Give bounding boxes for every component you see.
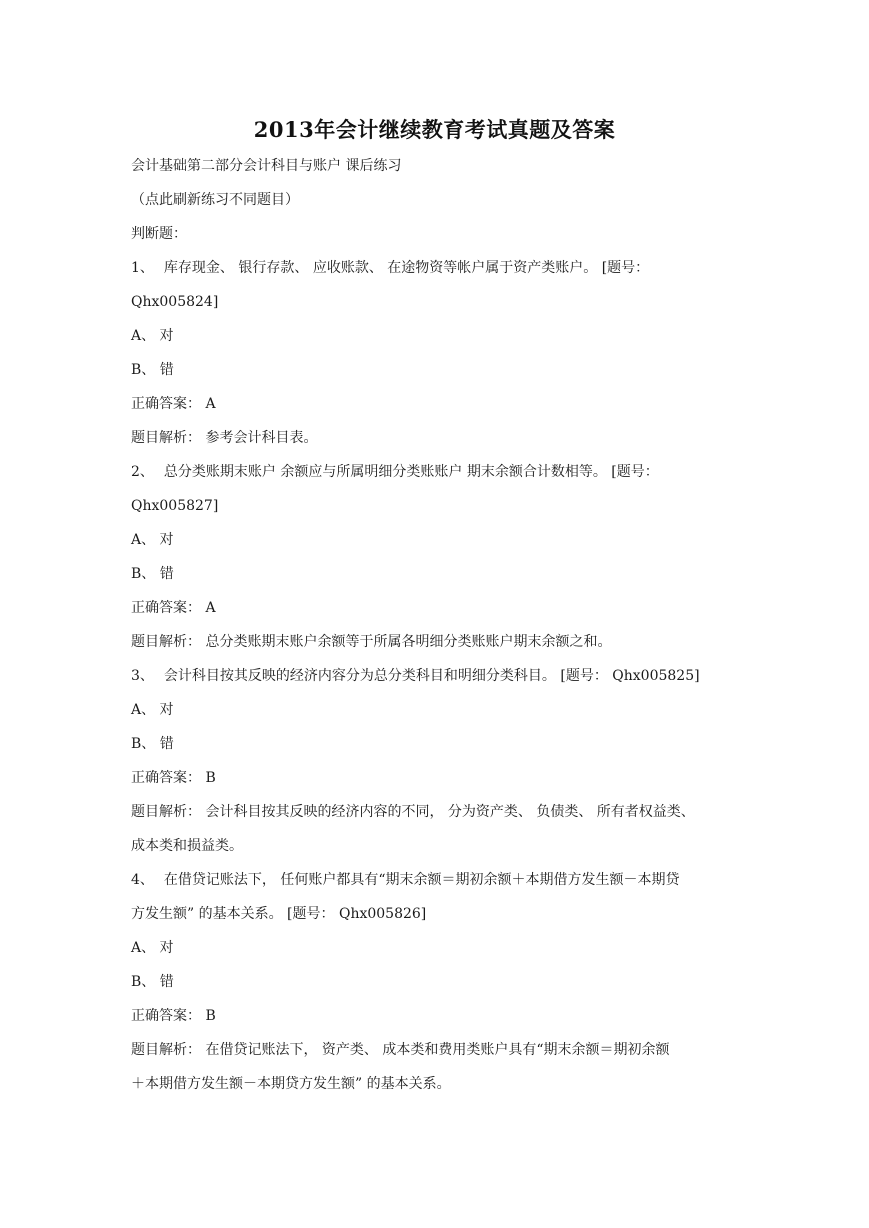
page-title: 2013年会计继续教育考试真题及答案 xyxy=(253,117,616,142)
question-2-option-b[interactable]: B、 错 xyxy=(131,566,174,582)
question-2-answer: 正确答案： A xyxy=(131,600,216,616)
question-number: 1、 xyxy=(131,260,154,276)
question-4-option-b[interactable]: B、 错 xyxy=(131,974,174,990)
question-number: 3、 xyxy=(131,668,154,684)
question-text: 库存现金、 银行存款、 应收账款、 在途物资等帐户属于资产类账户。 [题号： xyxy=(163,260,650,276)
question-4-stem xyxy=(131,868,743,902)
question-2-analysis: 题目解析： 总分类账期末账户余额等于所属各明细分类账账户期末余额之和。 xyxy=(131,634,612,650)
question-number: 4、 xyxy=(131,872,154,888)
question-1-answer: 正确答案： A xyxy=(131,396,216,412)
question-3-stem xyxy=(131,664,743,698)
question-3-analysis: 题目解析： 会计科目按其反映的经济内容的不同， 分为资产类、 负债类、 所有者权益类、 xyxy=(131,804,695,820)
question-text: 在借贷记账法下， 任何账户都具有“期末余额＝期初余额＋本期借方发生额－本期贷 xyxy=(163,872,680,888)
question-4-option-a[interactable]: A、 对 xyxy=(131,940,174,956)
question-1-analysis: 题目解析： 参考会计科目表。 xyxy=(131,430,318,446)
question-3-option-b[interactable]: B、 错 xyxy=(131,736,174,752)
question-4-analysis-cont: ＋本期借方发生额－本期贷方发生额” 的基本关系。 xyxy=(131,1076,451,1092)
question-2-stem xyxy=(131,460,743,494)
subtitle: 会计基础第二部分会计科目与账户 课后练习 xyxy=(131,158,402,174)
question-2-stem-cont: Qhx005827] xyxy=(131,498,219,514)
question-3-analysis-cont: 成本类和损益类。 xyxy=(131,838,243,854)
section-label: 判断题： xyxy=(131,226,187,242)
question-1-option-a[interactable]: A、 对 xyxy=(131,328,174,344)
question-number: 2、 xyxy=(131,464,154,480)
question-text: 总分类账期末账户 余额应与所属明细分类账账户 期末余额合计数相等。 [题号： xyxy=(163,464,659,480)
question-2-option-a[interactable]: A、 对 xyxy=(131,532,174,548)
question-4-answer: 正确答案： B xyxy=(131,1008,216,1024)
question-4-analysis: 题目解析： 在借贷记账法下， 资产类、 成本类和费用类账户具有“期末余额＝期初余额 xyxy=(131,1042,670,1058)
question-4-stem-cont: 方发生额” 的基本关系。 [题号： Qhx005826] xyxy=(131,906,427,922)
question-3-answer: 正确答案： B xyxy=(131,770,216,786)
question-1-option-b[interactable]: B、 错 xyxy=(131,362,174,378)
refresh-link[interactable]: （点此刷新练习不同题目） xyxy=(131,192,299,208)
question-text: 会计科目按其反映的经济内容分为总分类科目和明细分类科目。 [题号： Qhx005825] xyxy=(163,668,700,684)
document-body xyxy=(131,154,743,1106)
question-1-stem xyxy=(131,256,743,290)
question-3-option-a[interactable]: A、 对 xyxy=(131,702,174,718)
question-1-stem-cont: Qhx005824] xyxy=(131,294,219,310)
